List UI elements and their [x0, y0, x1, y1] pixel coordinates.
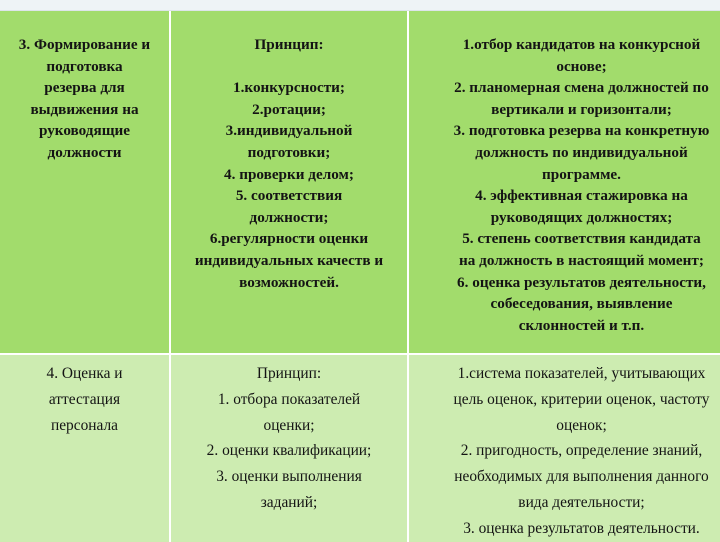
methods-cell — [408, 354, 720, 542]
principle-line: 3.индивидуальной — [225, 122, 353, 140]
spacer — [171, 56, 407, 78]
principle-line: 1.конкурсности; — [233, 79, 345, 97]
stage-line: должности — [47, 143, 122, 161]
method-line: 5. степень соответствия кандидата — [462, 230, 701, 248]
stage-line: резерва для — [44, 79, 125, 97]
method-line: программе. — [542, 165, 621, 183]
method-line: должность по индивидуальной — [475, 143, 688, 161]
principles-cell — [170, 11, 408, 354]
principle-line: должности; — [249, 208, 329, 226]
principle-line: 2. оценки квалификации; — [206, 442, 372, 460]
methods-cell — [408, 11, 720, 354]
method-line: 1.отбор кандидатов на конкурсной — [462, 36, 701, 53]
method-line: вертикали и горизонтали; — [491, 100, 672, 118]
principle-line: 1. отбора показателей — [217, 390, 361, 408]
table-row — [0, 354, 720, 542]
method-line: 3. подготовка резерва на конкретную — [453, 122, 710, 140]
method-line: на должность в настоящий момент; — [459, 251, 704, 269]
principle-line: заданий; — [260, 493, 318, 511]
principle-line: подготовки; — [247, 143, 331, 161]
method-line: 3. оценка результатов деятельности. — [463, 519, 700, 537]
principle-line: возможностей. — [239, 273, 339, 291]
method-line: вида деятельности; — [518, 493, 645, 511]
principle-line: 3. оценки выполнения — [216, 468, 362, 486]
method-line: склонностей и т.п. — [518, 316, 645, 334]
method-line: 2. планомерная смена должностей по — [454, 79, 709, 97]
principles-cell — [170, 354, 408, 542]
method-line: основе; — [556, 57, 607, 75]
stage-cell — [0, 354, 170, 542]
method-line: 6. оценка результатов деятельности, — [457, 273, 706, 291]
principle-line: оценки; — [263, 416, 315, 434]
principle-line: 4. проверки делом; — [224, 165, 354, 183]
method-line: цель оценок, критерии оценок, частоту — [453, 390, 710, 408]
stage-line: персонала — [50, 416, 118, 434]
principles-title: Принцип: — [256, 365, 322, 382]
stage-cell — [0, 11, 170, 354]
method-line: собеседования, выявление — [490, 295, 673, 313]
method-line: оценок; — [556, 416, 607, 434]
principle-line: индивидуальных качеств и — [194, 251, 384, 269]
method-line: 4. эффективная стажировка на — [475, 187, 688, 205]
stage-line: аттестация — [48, 390, 121, 408]
method-line: необходимых для выполнения данного — [454, 468, 709, 486]
stage-line: выдвижения на — [30, 100, 139, 118]
table-row — [0, 11, 720, 354]
personnel-management-table — [0, 11, 720, 542]
stage-line: 4. Оценка и — [46, 365, 123, 382]
stage-line: руководящие — [38, 122, 131, 140]
method-line: 2. пригодность, определение знаний, — [460, 442, 703, 460]
principle-line: 5. соответствия — [235, 187, 343, 205]
stage-line: 3. Формирование и — [18, 36, 151, 53]
principle-line: 2.ротации; — [252, 100, 326, 118]
principles-title: Принцип: — [254, 36, 324, 53]
method-line: руководящих должностях; — [490, 208, 673, 226]
method-line: 1.система показателей, учитывающих — [457, 365, 706, 382]
stage-line: подготовка — [46, 57, 123, 75]
principle-line: 6.регулярности оценки — [209, 230, 369, 248]
